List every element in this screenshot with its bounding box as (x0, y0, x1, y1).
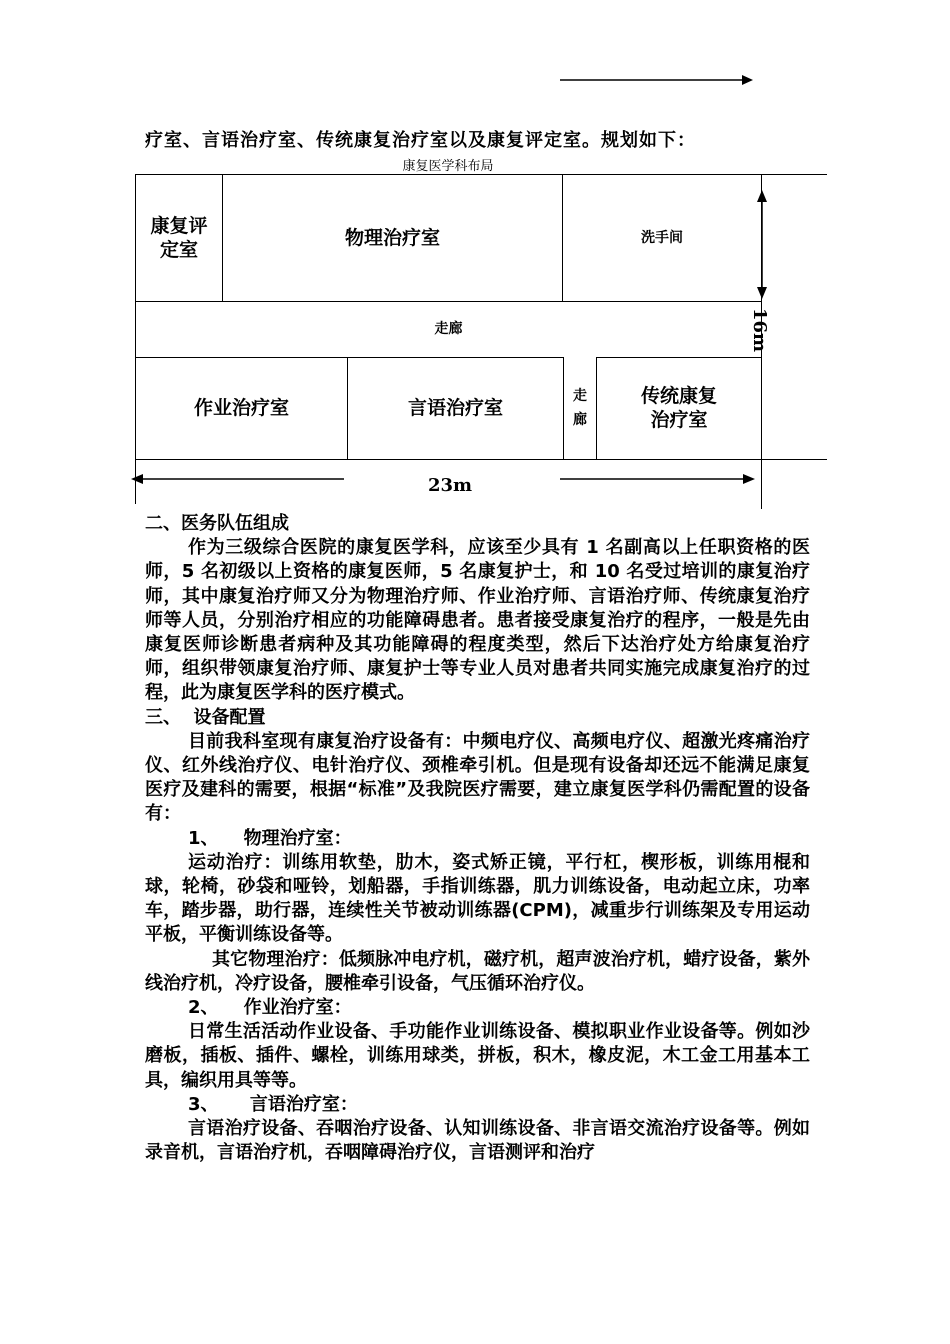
top-arrow-icon (560, 73, 755, 87)
paragraph-staff: 作为三级综合医院的康复医学科，应该至少具有 1 名副高以上任职资格的医师，5 名初级以上资格的康复医师，5 名康复护士，和 10 名受过培训的康复治疗师，其中康复治疗师又分为物理治疗师、作业治疗师、言语治疗师、传统康复治疗师等人员，分别治疗相应的功能障碍患者。患者接受康复治疗的程序，一般是先由康复医师诊断患者病种及其功能障碍的程度类型，然后下达治疗处方给康复治疗师，组织带领康复治疗师、康复护士等专业人员对患者共同实施完成康复治疗的过程，此为康复医学科的医疗模式。 (145, 537, 810, 704)
room-physical-therapy: 物理治疗室 (344, 226, 440, 249)
room-occupational-therapy: 作业治疗室 (193, 397, 289, 420)
plan-top-wall (135, 174, 827, 175)
item-speech-therapy: 3、 言语治疗室： (188, 1093, 358, 1115)
paragraph-other-physical-therapy: 其它物理治疗：低频脉冲电疗机，磁疗机，超声波治疗机，蜡疗设备，紫外线治疗机，冷疗设备，腰椎牵引设备，气压循环治疗仪。 (145, 948, 810, 994)
room-traditional-therapy: 传统康复 治疗室 (640, 385, 717, 431)
height-label: 16m (749, 307, 770, 353)
plan-corridor-bottom-right (596, 357, 762, 358)
paragraph-equipment-intro: 目前我科室现有康复治疗设备有：中频电疗仪、高频电疗仪、超激光疼痛治疗仪、红外线治疗仪、电针治疗仪、颈椎牵引机。但是现有设备却还远不能满足康复医疗及建科的需要，根据“标准”及我院医疗需要，建立康复医学科仍需配置的设备有： (145, 730, 810, 825)
item-physical-therapy: 1、 物理治疗室： (188, 827, 352, 849)
width-dimension-left-arrow-icon (131, 472, 346, 486)
paragraph-exercise-therapy: 运动治疗：训练用软垫，肋木，姿式矫正镜，平行杠，楔形板，训练用棍和球，轮椅，砂袋和哑铃，划船器，手指训练器，肌力训练设备，电动起立床，功率车，踏步器，助行器，连续性关节被动训练器(CPM)，减重步行训练架及专用运动平板，平衡训练设备等。 (145, 851, 810, 946)
heading-equipment: 三、 设备配置 (145, 706, 266, 728)
intro-line: 疗室、言语治疗室、传统康复治疗室以及康复评定室。规划如下： (145, 130, 696, 151)
height-dimension-arrow-icon (754, 190, 770, 300)
room-speech-therapy: 言语治疗室 (407, 397, 503, 420)
corridor-side: 走 廊 (573, 388, 587, 428)
heading-staff: 二、医务队伍组成 (145, 513, 289, 534)
corridor-main: 走廊 (434, 320, 463, 337)
paragraph-occupational-equipment: 日常生活活动作业设备、手功能作业训练设备、模拟职业作业设备等。例如沙磨板，插板、插件、螺栓，训练用球类，拼板，积木，橡皮泥，木工金工用基本工具，编织用具等等。 (145, 1021, 810, 1091)
plan-corridor-bottom-left (135, 357, 564, 358)
body-text (145, 512, 810, 1165)
room-assessment: 康复评 定室 (150, 214, 208, 261)
floor-plan-caption: 康复医学科布局 (402, 159, 494, 174)
item-occupational-therapy: 2、 作业治疗室： (188, 997, 352, 1019)
paragraph-speech-equipment: 言语治疗设备、吞咽治疗设备、认知训练设备、非言语交流治疗设备等。例如录音机，言语治疗机，吞咽障碍治疗仪，言语测评和治疗 (145, 1118, 810, 1164)
width-label: 23m (427, 475, 473, 496)
top-arrow (560, 72, 755, 86)
width-dimension-right-arrow-icon (560, 472, 756, 486)
plan-bottom-wall (135, 459, 827, 460)
room-washroom: 洗手间 (641, 229, 683, 246)
